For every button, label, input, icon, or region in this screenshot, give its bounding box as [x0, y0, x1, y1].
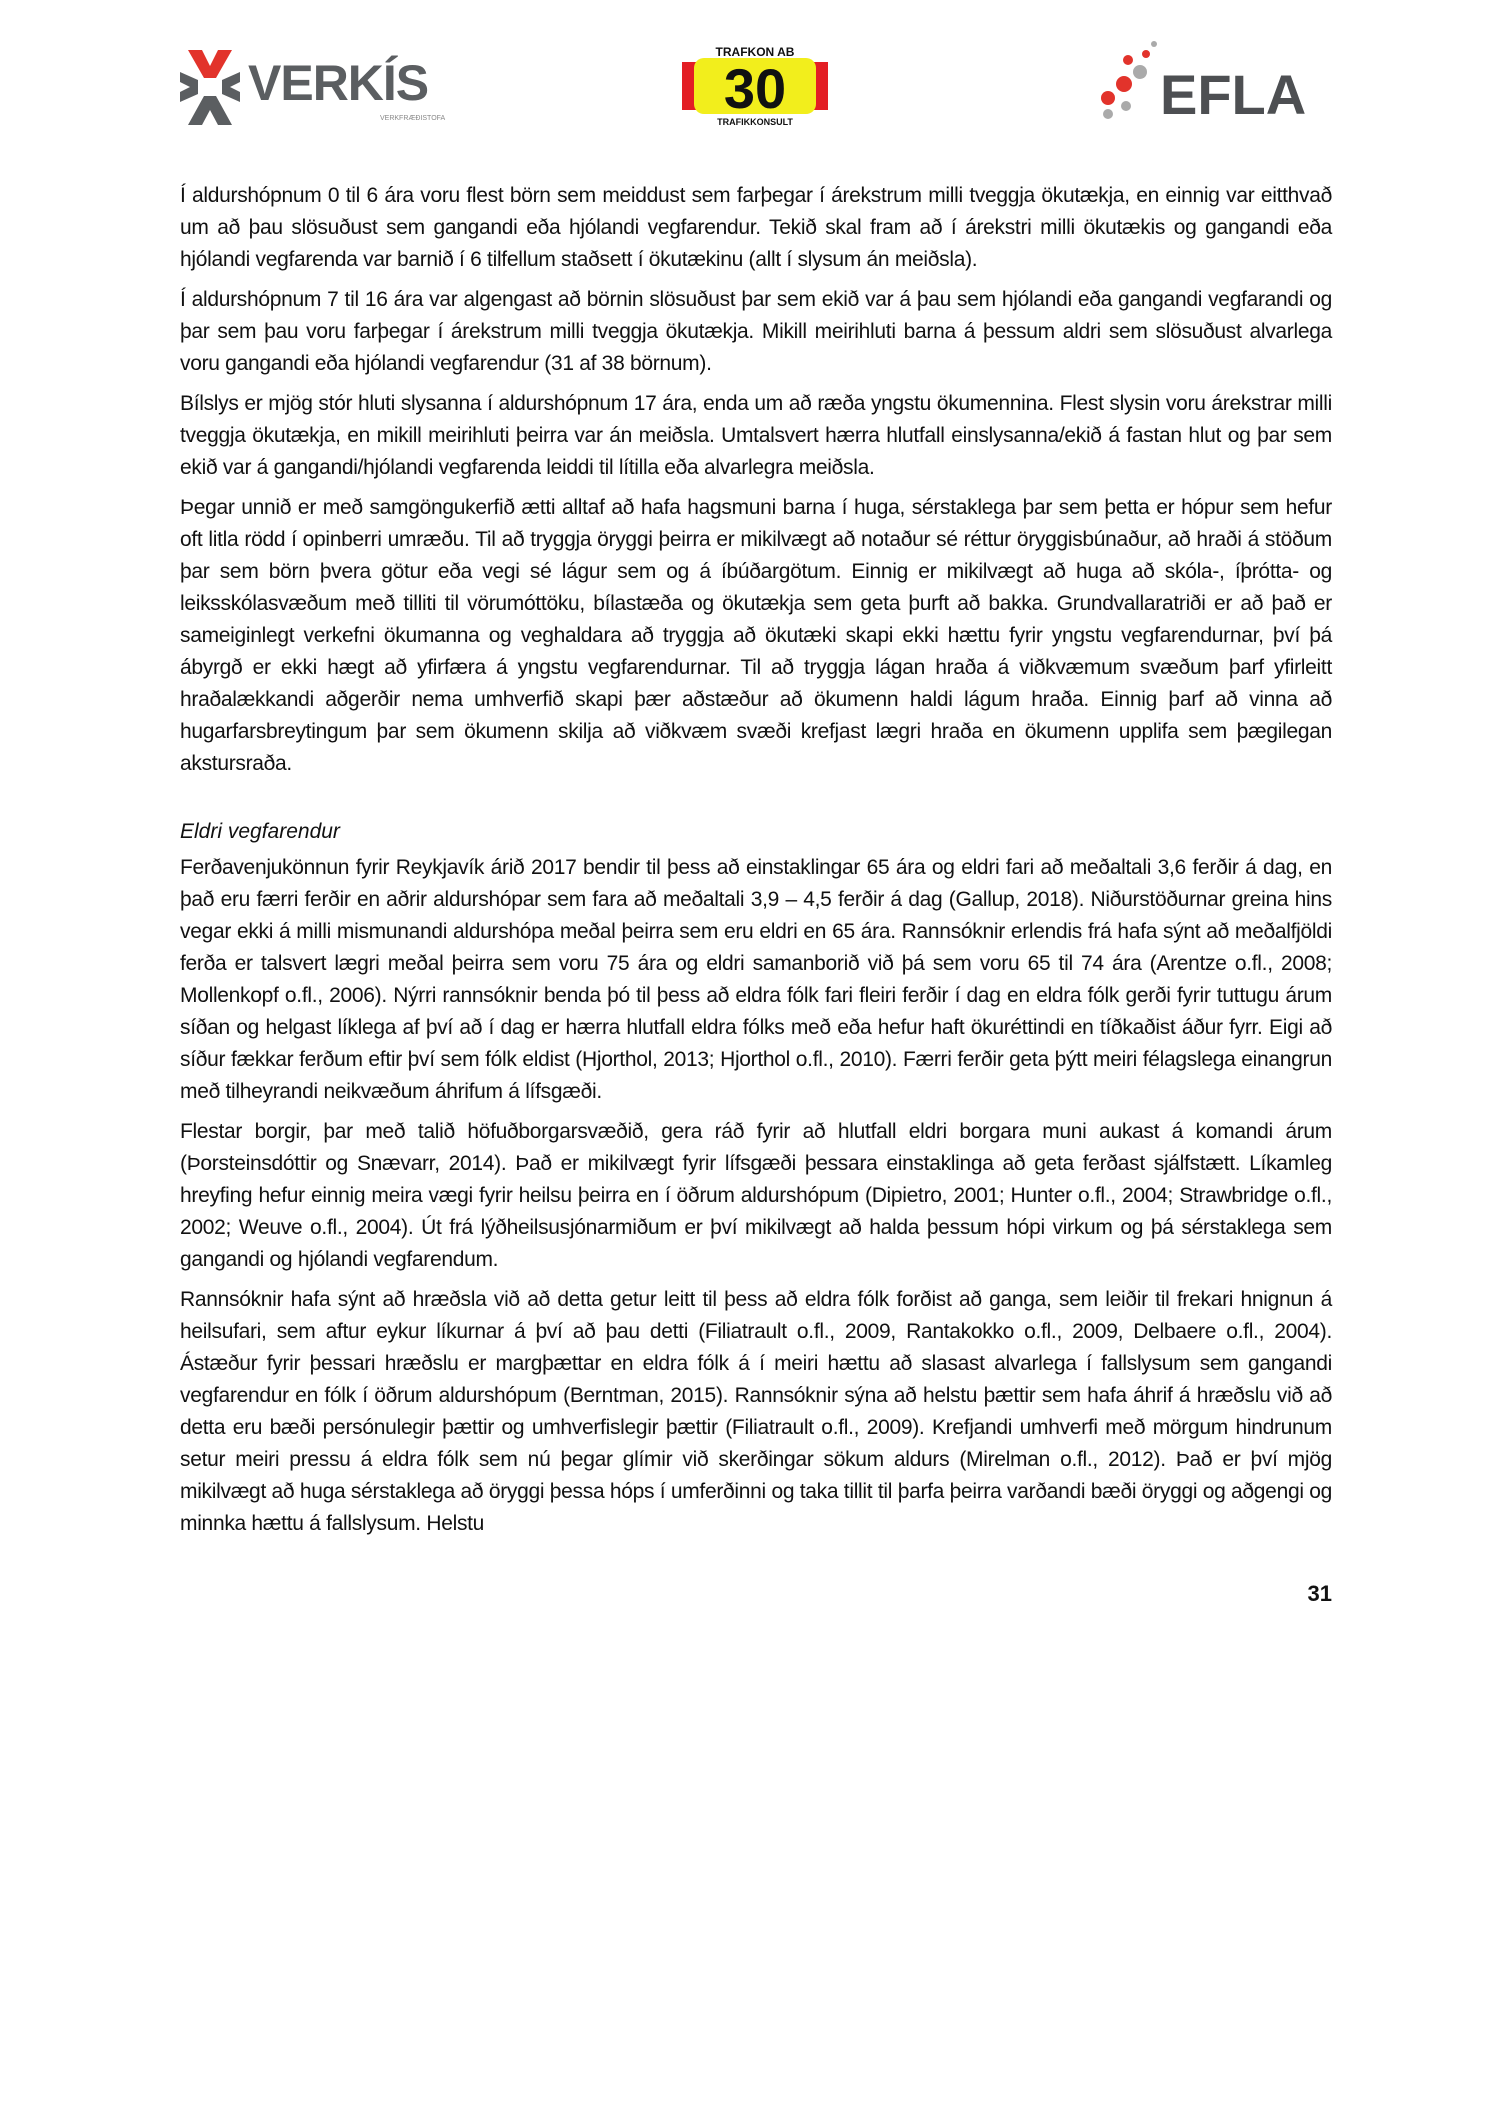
- paragraph: Flestar borgir, þar með talið höfuðborgarsvæðið, gera ráð fyrir að hlutfall eldri borgara muni aukast á komandi árum (Þorsteinsdóttir og Snævarr, 2014). Það er mikilvægt fyrir lífsgæði þessara einstaklinga að geta ferðast sjálfstætt. Líkamleg hreyfing hefur einnig meira vægi fyrir heilsu þeirra en í öðrum aldurshópum (Dipietro, 2001; Hunter o.fl., 2004; Strawbridge o.fl., 2002; Weuve o.fl., 2004). Út frá lýðheilsusjónarmiðum er því mikilvægt að halda þessum hópi virkum og þá sérstaklega sem gangandi og hjólandi vegfarendum.: [180, 1120, 1332, 1271]
- paragraph: Í aldurshópnum 7 til 16 ára var algengast að börnin slösuðust þar sem ekið var á þau sem hjólandi eða gangandi vegfarandi og þar sem þau voru farþegar í árekstrum milli tveggja ökutækja. Mikill meirihluti barna á þessum aldri sem slösuðust alvarlega voru gangandi eða hjólandi vegfarendur (31 af 38 börnum).: [180, 288, 1332, 375]
- svg-text:VERKÍS: VERKÍS: [248, 55, 429, 111]
- paragraph: Rannsóknir hafa sýnt að hræðsla við að detta getur leitt til þess að eldra fólk forðist að ganga, sem leiðir til frekari hnignun á heilsufari, sem aftur eykur líkurnar á því að þau detti (Filiatrault o.fl., 2009, Rantakokko o.fl., 2009, Delbaere o.fl., 2004). Ástæður fyrir þessari hræðslu er margþættar en eldra fólk á í meiri hættu að slasast alvarlega í fallslysum sem gangandi vegfarendur en fólk í öðrum aldurshópum (Berntman, 2015). Rannsóknir sýna að helstu þættir sem hafa áhrif á hræðslu við að detta eru bæði persónulegir þættir og umhverfislegir þættir (Filiatrault o.fl., 2009). Krefjandi umhverfi með mörgum hindrunum setur meiri pressu á eldra fólk sem nú þegar glímir við skerðingar sökum aldurs (Mirelman o.fl., 2012). Það er því mjög mikilvægt að huga sérstaklega að öryggi þessa hóps í umferðinni og taka tillit til þarfa þeirra varðandi bæði öryggi og aðgengi og minnka hættu á fallslysum. Helstu: [180, 1288, 1332, 1535]
- paragraph: Í aldurshópnum 0 til 6 ára voru flest börn sem meiddust sem farþegar í árekstrum milli tveggja ökutækja, en einnig var eitthvað um að þau slösuðust sem gangandi eða hjólandi vegfarendur. Tekið skal fram að í árekstri milli ökutækis og gangandi eða hjólandi vegfarenda var barnið í 6 tilfellum staðsett í ökutækinu (allt í slysum án meiðsla).: [180, 184, 1332, 271]
- paragraph: Þegar unnið er með samgöngukerfið ætti alltaf að hafa hagsmuni barna í huga, sérstaklega þar sem þetta er hópur sem hefur oft litla rödd í opinberri umræðu. Til að tryggja öryggi þeirra er mikilvægt að notaður sé réttur öryggisbúnaður, að hraði á stöðum þar sem börn þvera götur eða vegi sé lágur sem og á íbúðargötum. Einnig er mikilvægt að huga að skóla-, íþrótta- og leiksskólasvæðum með tilliti til vörumóttöku, bílastæða og ökutækja sem geta þurft að bakka. Grundvallaratriði er að það er sameiginlegt verkefni ökumanna og veghaldara að tryggja að ökutæki skapi ekki hættu fyrir yngstu vegfarendurnar, því þá ábyrgð er ekki hægt að yfirfæra á yngstu vegfarendurnar. Til að tryggja lágan hraða á viðkvæmum svæðum þarf yfirleitt hraðalækkandi aðgerðir nema umhverfið skapi þær aðstæður að ökumenn haldi lágum hraða. Einnig þarf að vinna að hugarfarsbreytingum þar sem ökumenn skilja að viðkvæm svæði krefjast lægri hraða en ökumenn upplifa sem þægilegan akstursraða.: [180, 496, 1332, 775]
- svg-text:TRAFKON AB: TRAFKON AB: [715, 45, 795, 59]
- svg-text:VERKFRÆÐISTOFA: VERKFRÆÐISTOFA: [380, 115, 446, 122]
- section-heading: Eldri vegfarendur: [180, 820, 340, 843]
- svg-text:TRAFIKKONSULT: TRAFIKKONSULT: [717, 117, 793, 127]
- paragraph: Bílslys er mjög stór hluti slysanna í aldurshópnum 17 ára, enda um að ræða yngstu ökumennina. Flest slysin voru árekstrar milli tveggja ökutækja, en mikill meirihluti þeirra var án meiðsla. Umtalsvert hærra hlutfall einslysanna/ekið á fastan hlut og þar sem ekið var á gangandi/hjólandi vegfarenda leiddi til lítilla eða alvarlegra meiðsla.: [180, 392, 1332, 479]
- svg-text:EFLA: EFLA: [1160, 63, 1307, 120]
- paragraph: Ferðavenjukönnun fyrir Reykjavík árið 2017 bendir til þess að einstaklingar 65 ára og eldri fari að meðaltali 3,6 ferðir á dag, en það eru færri ferðir en aðrir aldurshópar sem fara að meðaltali 3,9 – 4,5 ferðir á dag (Gallup, 2018). Niðurstöðurnar greina hins vegar ekki á milli mismunandi aldurshópa meðal þeirra sem eru eldri en 65 ára. Rannsóknir erlendis frá hafa sýnt að meðalfjöldi ferða er talsvert lægri meðal þeirra sem voru 75 ára og eldri samanborið við þá sem voru 65 til 74 ára (Arentze o.fl., 2008; Mollenkopf o.fl., 2006). Nýrri rannsóknir benda þó til þess að eldra fólk fari fleiri ferðir í dag en eldra fólk gerði fyrir tuttugu árum síðan og helgast líklega af því að í dag er hærra hlutfall eldra fólks með eða hefur haft ökuréttindi en tíðkaðist áður fyrr. Eigi að síður fækkar ferðum eftir því sem fólk eldist (Hjorthol, 2013; Hjorthol o.fl., 2010). Færri ferðir geta þýtt meiri félagslega einangrun með tilheyrandi neikvæðum áhrifum á lífsgæði.: [180, 856, 1332, 1103]
- page-number: 31: [1307, 1581, 1332, 1606]
- document-body: [180, 180, 1332, 1540]
- svg-text:30: 30: [723, 57, 787, 120]
